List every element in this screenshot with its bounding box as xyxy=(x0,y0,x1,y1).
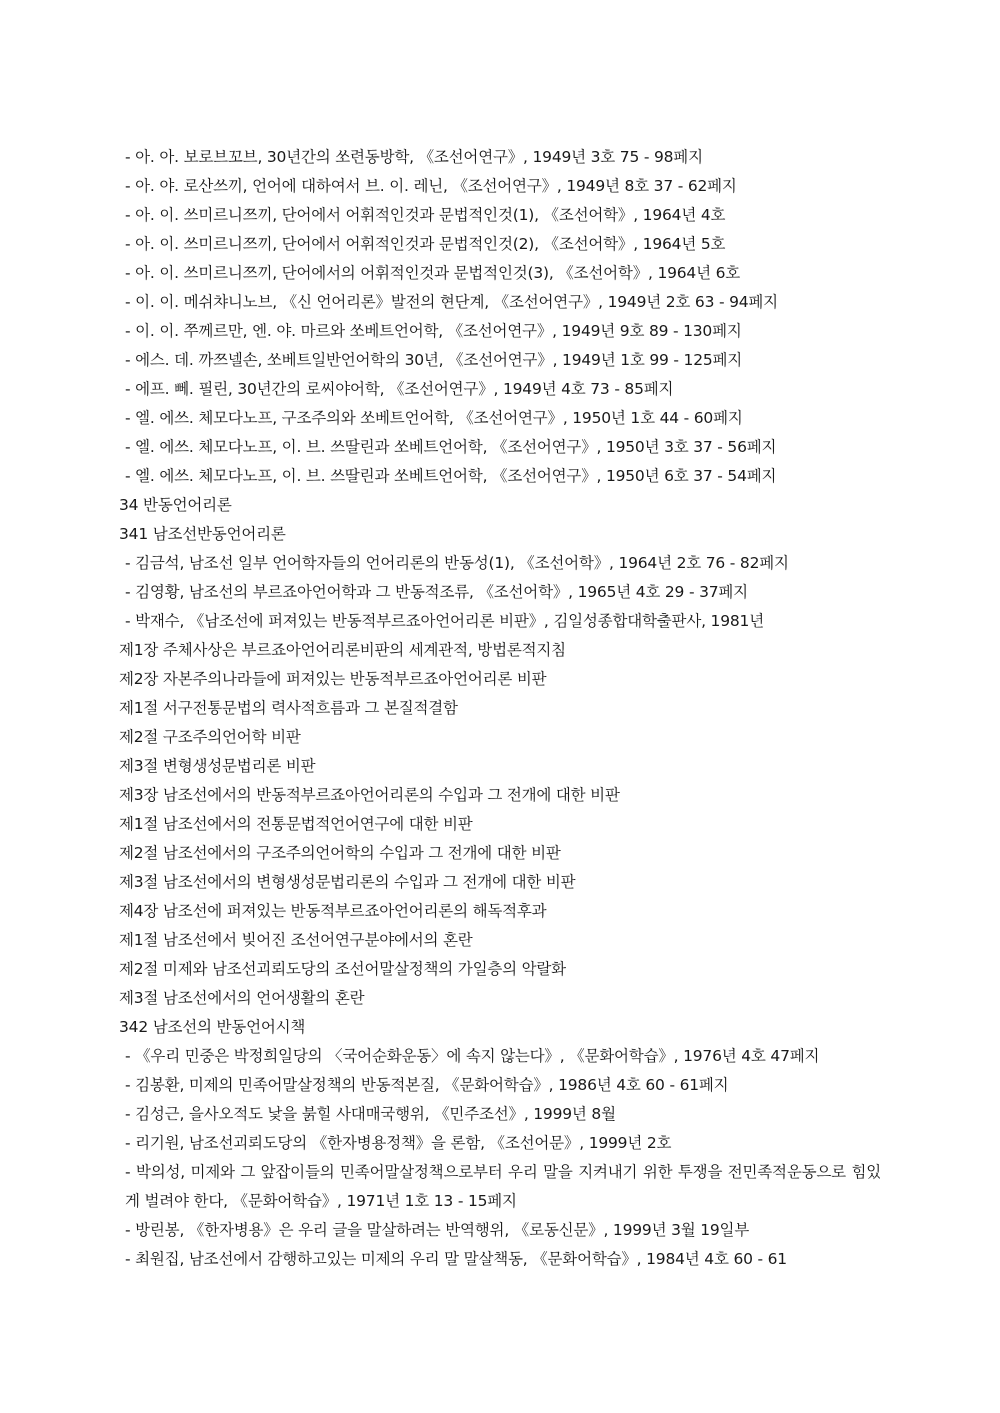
list-item: - 김금석, 남조선 일부 언어학자들의 언어리론의 반동성(1), 《조선어학》, 1964년 2호 76 - 82페지 xyxy=(125,554,789,572)
list-item: - 에프. 뻬. 필린, 30년간의 로씨야어학, 《조선어연구》, 1949년 4호 73 - 85페지 xyxy=(125,380,674,398)
chapter-line: 제3절 남조선에서의 변형생성문법리론의 수입과 그 전개에 대한 비판 xyxy=(119,873,576,891)
list-item: - 박의성, 미제와 그 앞잡이들의 민족어말살정책으로부터 우리 말을 지켜내기 위한 투쟁을 전민족적운동으로 힘있게 벌려야 한다, 《문화어학습》, 1971년 1호 13 - 15페지 xyxy=(125,1163,881,1210)
list-item: - 《우리 민중은 박정희일당의 〈국어순화운동〉에 속지 않는다》, 《문화어학습》, 1976년 4호 47페지 xyxy=(125,1047,820,1065)
list-item: - 김봉환, 미제의 민족어말살정책의 반동적본질, 《문화어학습》, 1986년 4호 60 - 61페지 xyxy=(125,1076,729,1094)
chapter-line: 제1절 남조선에서 빚어진 조선어연구분야에서의 혼란 xyxy=(119,931,473,949)
list-item: - 엘. 에쓰. 체모다노프, 구조주의와 쏘베트언어학, 《조선어연구》, 1950년 1호 44 - 60페지 xyxy=(125,409,743,427)
chapter-line: 제1절 남조선에서의 전통문법적언어연구에 대한 비판 xyxy=(119,815,473,833)
chapter-line: 제2절 미제와 남조선괴뢰도당의 조선어말살정책의 가일층의 악랄화 xyxy=(119,960,566,978)
chapter-line: 제1절 서구전통문법의 력사적흐름과 그 본질적결함 xyxy=(119,699,458,717)
list-item: - 아. 아. 보로브꼬브, 30년간의 쏘련동방학, 《조선어연구》, 1949년 3호 75 - 98페지 xyxy=(125,148,703,166)
chapter-line: 제3장 남조선에서의 반동적부르죠아언어리론의 수입과 그 전개에 대한 비판 xyxy=(119,786,620,804)
subsection-heading: 341 남조선반동언어리론 xyxy=(119,525,286,543)
subsection-heading: 342 남조선의 반동언어시책 xyxy=(119,1018,306,1036)
list-item: - 김영황, 남조선의 부르죠아언어학과 그 반동적조류, 《조선어학》, 1965년 4호 29 - 37페지 xyxy=(125,583,748,601)
list-item: - 엘. 에쓰. 체모다노프, 이. 브. 쓰딸린과 쏘베트언어학, 《조선어연구》, 1950년 6호 37 - 54페지 xyxy=(125,467,777,485)
list-item: - 이. 이. 메쉬챠니노브, 《신 언어리론》발전의 현단계, 《조선어연구》, 1949년 2호 63 - 94페지 xyxy=(125,293,778,311)
list-item: - 아. 이. 쓰미르니쯔끼, 단어에서 어휘적인것과 문법적인것(1), 《조선어학》, 1964년 4호 xyxy=(125,206,726,224)
list-item: - 아. 이. 쓰미르니쯔끼, 단어에서 어휘적인것과 문법적인것(2), 《조선어학》, 1964년 5호 xyxy=(125,235,726,253)
chapter-line: 제2장 자본주의나라들에 퍼져있는 반동적부르죠아언어리론 비판 xyxy=(119,670,547,688)
list-item: - 최원집, 남조선에서 감행하고있는 미제의 우리 말 말살책동, 《문화어학습》, 1984년 4호 60 - 61 xyxy=(125,1250,787,1268)
list-item: - 김성근, 을사오적도 낯을 붉힐 사대매국행위, 《민주조선》, 1999년 8월 xyxy=(125,1105,616,1123)
list-item: - 에스. 데. 까쯔넬손, 쏘베트일반언어학의 30년, 《조선어연구》, 1949년 1호 99 - 125페지 xyxy=(125,351,743,369)
list-item: - 박재수, 《남조선에 퍼져있는 반동적부르죠아언어리론 비판》, 김일성종합대학출판사, 1981년 xyxy=(125,612,764,630)
chapter-line: 제2절 남조선에서의 구조주의언어학의 수입과 그 전개에 대한 비판 xyxy=(119,844,561,862)
list-item: - 이. 이. 쭈께르만, 엔. 야. 마르와 쏘베트언어학, 《조선어연구》, 1949년 9호 89 - 130페지 xyxy=(125,322,742,340)
list-item: - 엘. 에쓰. 체모다노프, 이. 브. 쓰딸린과 쏘베트언어학, 《조선어연구》, 1950년 3호 37 - 56페지 xyxy=(125,438,777,456)
chapter-line: 제1장 주체사상은 부르죠아언어리론비판의 세계관적, 방법론적지침 xyxy=(119,641,566,659)
section-heading: 34 반동언어리론 xyxy=(119,496,232,514)
chapter-line: 제2절 구조주의언어학 비판 xyxy=(119,728,301,746)
list-item: - 방린봉, 《한자병용》은 우리 글을 말살하려는 반역행위, 《로동신문》, 1999년 3월 19일부 xyxy=(125,1221,750,1239)
list-item: - 아. 이. 쓰미르니쯔끼, 단어에서의 어휘적인것과 문법적인것(3), 《조선어학》, 1964년 6호 xyxy=(125,264,741,282)
chapter-line: 제3절 남조선에서의 언어생활의 혼란 xyxy=(119,989,365,1007)
list-item: - 리기원, 남조선괴뢰도당의 《한자병용정책》을 론함, 《조선어문》, 1999년 2호 xyxy=(125,1134,672,1152)
chapter-line: 제3절 변형생성문법리론 비판 xyxy=(119,757,316,775)
list-item: - 아. 야. 로산쓰끼, 언어에 대하여서 브. 이. 레닌, 《조선어연구》, 1949년 8호 37 - 62페지 xyxy=(125,177,737,195)
document-page xyxy=(119,143,881,1274)
chapter-line: 제4장 남조선에 퍼져있는 반동적부르죠아언어리론의 해독적후과 xyxy=(119,902,547,920)
